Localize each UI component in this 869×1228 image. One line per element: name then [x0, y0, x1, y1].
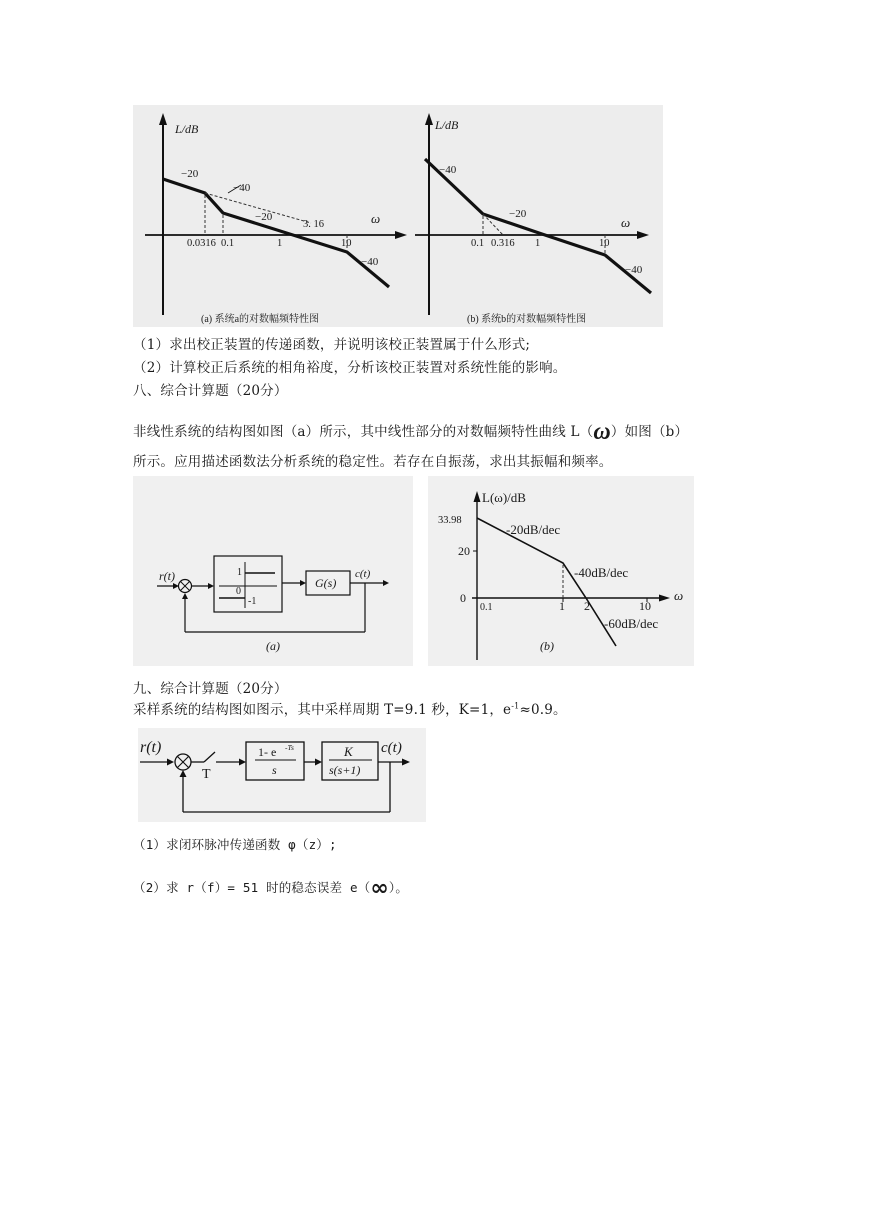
plot-a-slope-1: −20 [181, 168, 199, 180]
output-label-c: c(t) [355, 568, 371, 580]
plot-a-tick-1: 1 [277, 238, 283, 249]
plot-a-caption: (a) 系统a的对数幅频特性图 [201, 314, 320, 325]
magnitude-plot [428, 476, 694, 666]
q7-sub2: （2）计算校正后系统的相角裕度，分析该校正装置对系统性能的影响。 [133, 360, 567, 376]
y-tick-33.98: 33.98 [438, 515, 462, 526]
q8-text-part2: ）如图（b） [610, 424, 689, 440]
q9-text-part1: 采样系统的结构图如图示，其中采样周期 T=9.1 秒，K=1，e [133, 702, 512, 718]
q7-sub1: （1）求出校正装置的传递函数，并说明该校正装置属于什么形式; [133, 337, 531, 353]
plot-a-slope-3: −20 [255, 211, 273, 223]
sampler-label-T: T [202, 767, 211, 782]
plot-a-ylabel: L/dB [175, 122, 199, 136]
plant-denominator: s(s+1) [329, 763, 361, 777]
q8-text-line1 [133, 419, 688, 446]
x-tick-0.1: 0.1 [480, 602, 493, 613]
plot-b-tick-0.316: 0.316 [491, 238, 515, 249]
fig-a-caption: (a) [266, 639, 280, 653]
q9-sub1: （1）求闭环脉冲传递函数 φ（z）; [133, 837, 337, 852]
plot-a-tick-0.0316: 0.0316 [187, 238, 216, 249]
plot-b-slope-3: −40 [625, 264, 643, 276]
slope-label-20: -20dB/dec [506, 522, 561, 537]
q9-text [133, 698, 567, 718]
plant-label-G: G(s) [315, 576, 337, 590]
plot-a-xlabel: ω [371, 211, 381, 226]
plot-a-slope-4: −40 [361, 256, 379, 268]
plant-numerator: K [344, 744, 353, 759]
plot-a-tick-3.16: 3. 16 [303, 219, 324, 230]
plot-b-ylabel: L/dB [435, 118, 459, 132]
q9-sub2-part1: （2）求 r（f）= 51 时的稳态误差 e（ [133, 880, 371, 895]
x-tick-1: 1 [559, 599, 565, 613]
fig-b-caption: (b) [540, 639, 554, 653]
x-tick-10: 10 [639, 599, 651, 613]
relay-level-zero: 0 [236, 586, 241, 597]
plot-a-slope-2: −40 [233, 182, 251, 194]
input-label-r: r(t) [159, 569, 175, 583]
omega-symbol: ω [593, 419, 611, 445]
y-tick-20: 20 [458, 544, 470, 558]
plot-b-tick-1: 1 [535, 238, 541, 249]
y-tick-0: 0 [460, 591, 466, 605]
sampled-system-diagram [138, 728, 426, 822]
plot-b-tick-10: 10 [599, 238, 610, 249]
q9-sub2-part2: ）。 [388, 880, 409, 895]
sampled-output-label: c(t) [381, 740, 402, 756]
zoh-denominator: s [272, 763, 277, 777]
zoh-numerator: 1- e [258, 745, 277, 759]
zoh-exponent: -Ts [285, 743, 294, 752]
plot-b-xlabel: ω [621, 215, 631, 230]
relay-level-neg: -1 [248, 596, 257, 607]
plot-xlabel: ω [674, 588, 684, 603]
plot-ylabel: L(ω)/dB [482, 490, 526, 505]
sampled-input-label: r(t) [140, 739, 162, 756]
q9-exponent: -1 [511, 701, 520, 711]
plot-a-tick-10: 10 [341, 238, 352, 249]
plot-b-slope-2: −20 [509, 208, 527, 220]
plot-b-caption: (b) 系统b的对数幅频特性图 [467, 314, 587, 325]
slope-label-40: -40dB/dec [574, 565, 629, 580]
relay-level-pos: 1 [237, 567, 242, 578]
slope-label-60: -60dB/dec [604, 616, 659, 631]
plot-b-slope-1: −40 [439, 164, 457, 176]
q9-text-part2: ≈0.9。 [519, 702, 567, 718]
q8-text-part1: 非线性系统的结构图如图（a）所示，其中线性部分的对数幅频特性曲线 L（ [133, 424, 594, 440]
nonlinear-block-diagram [133, 476, 413, 666]
plot-b-tick-0.1: 0.1 [471, 238, 485, 249]
q8-heading: 八、综合计算题（20分） [133, 383, 288, 399]
q9-heading: 九、综合计算题（20分） [133, 681, 288, 697]
x-tick-2: 2 [584, 599, 590, 613]
q8-text-line2: 所示。应用描述函数法分析系统的稳定性。若存在自振荡，求出其振幅和频率。 [133, 454, 613, 470]
q9-sub2 [133, 876, 408, 901]
infinity-symbol: ∞ [370, 876, 389, 901]
bode-figure-pair [133, 105, 663, 327]
plot-a-tick-0.1: 0.1 [221, 238, 235, 249]
